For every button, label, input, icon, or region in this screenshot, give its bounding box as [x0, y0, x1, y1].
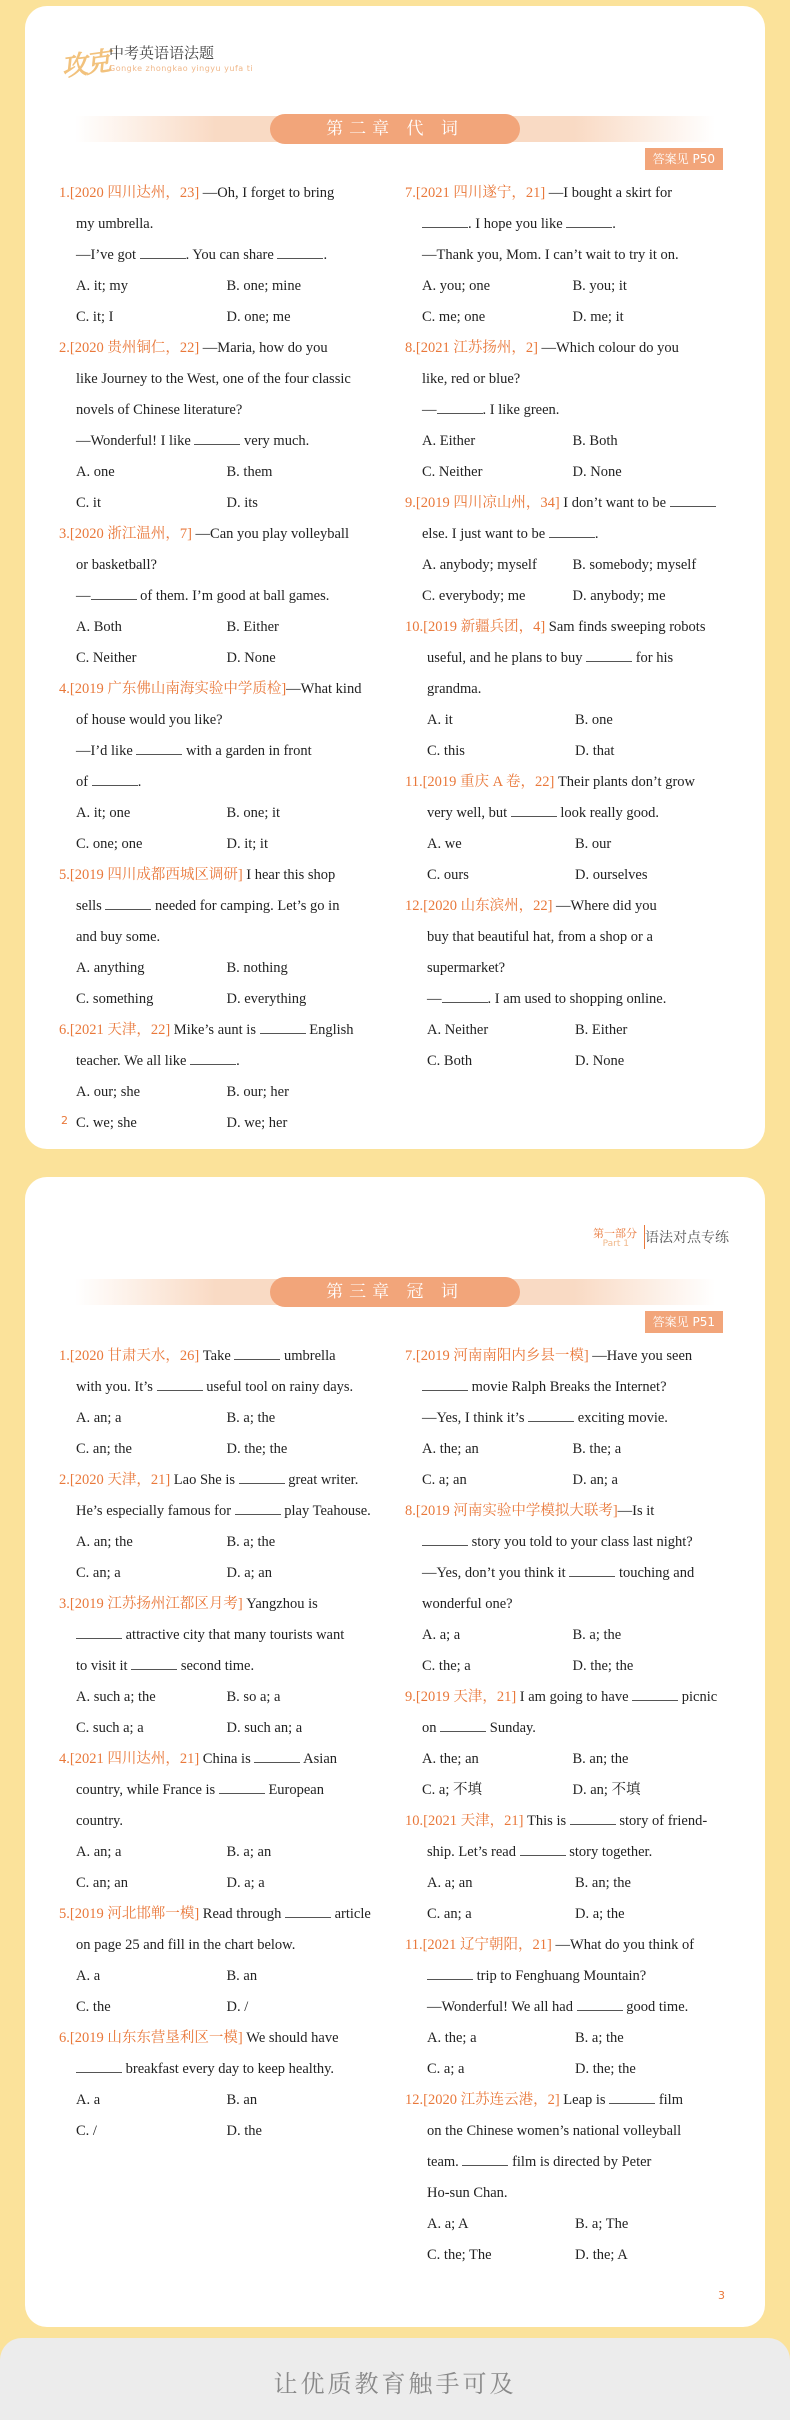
option[interactable]: C. it; I — [76, 309, 114, 325]
option[interactable]: B. a; the — [226, 1534, 276, 1550]
answer-blank[interactable] — [260, 1020, 306, 1034]
answer-options — [59, 457, 377, 519]
option[interactable]: C. an; an — [76, 1875, 128, 1891]
option[interactable]: D. one; me — [226, 309, 291, 325]
question: 1.[2020 甘肃天水，26] Take umbrella with you. It’s useful tool on rainy days. A. an; a B. a; the C. an; the D. the; the — [59, 1341, 377, 1465]
answer-options — [405, 2023, 723, 2085]
option[interactable]: D. we; her — [226, 1115, 288, 1131]
option[interactable]: A. a; an — [427, 1875, 473, 1891]
option[interactable]: C. it — [76, 495, 101, 511]
answer-blank[interactable] — [462, 2152, 508, 2166]
answer-blank[interactable] — [549, 524, 595, 538]
option[interactable]: D. that — [575, 743, 615, 759]
answer-blank[interactable] — [136, 741, 182, 755]
option[interactable]: D. the; the — [572, 1658, 634, 1674]
part-label-en: Part 1 — [602, 1239, 629, 1249]
answer-blank[interactable] — [422, 214, 468, 228]
question: 2.[2020 天津，21] Lao She is great writer. He’s especially famous for play Teahouse. A. an; the B. a; the C. an; a D. a; an — [59, 1465, 377, 1589]
option[interactable]: D. a; the — [575, 1906, 625, 1922]
option[interactable]: C. we; she — [76, 1115, 137, 1131]
option[interactable]: C. one; one — [76, 836, 143, 852]
answer-options — [405, 705, 723, 767]
chapter-banner — [75, 116, 715, 142]
option[interactable]: C. Neither — [76, 650, 137, 666]
answer-blank[interactable] — [239, 1470, 285, 1484]
option[interactable]: C. a; 不填 — [422, 1782, 483, 1798]
option[interactable]: A. it; my — [76, 278, 128, 294]
answer-options — [405, 1015, 723, 1077]
answer-options — [59, 1403, 377, 1465]
option[interactable]: A. a — [76, 2092, 101, 2108]
question: 12.[2020 山东滨州，22] —Where did you buy that beautiful hat, from a shop or a supermarket? — . I am used to shopping online. A. Neither B. Either C. Both D. None — [405, 891, 723, 1077]
option[interactable]: B. an — [226, 2092, 258, 2108]
answer-options — [59, 1682, 377, 1744]
question: 10.[2019 新疆兵团，4] Sam finds sweeping robots useful, and he plans to buy for his grandma. A. it B. one C. this D. that — [405, 612, 723, 767]
option[interactable]: C. an; a — [427, 1906, 472, 1922]
question: 3.[2019 江苏扬州江都区月考] Yangzhou is attractive city that many tourists want to visit it second time. A. such a; the B. so a; a C. such a; a D. such an; a — [59, 1589, 377, 1744]
answer-blank[interactable] — [440, 1718, 486, 1732]
question-column-right — [405, 178, 723, 1077]
question: 4.[2021 四川达州，21] China is Asian country, while France is European country. A. an; a B. a; an C. an; an D. a; a — [59, 1744, 377, 1899]
question: 2.[2020 贵州铜仁，22] —Maria, how do you like Journey to the West, one of the four classic novels of Chinese literature? —Wonderful! I like very much. A. one B. them C. it D. its — [59, 333, 377, 519]
question: 3.[2020 浙江温州，7] —Can you play volleyball or basketball? — of them. I’m good at ball games. A. Both B. Either C. Neither D. None — [59, 519, 377, 674]
chapter-title: 第二章 代 词 — [270, 114, 520, 144]
answer-blank[interactable] — [140, 245, 186, 259]
book-subtitle-pinyin: Gongke zhongkao yingyu yufa ti — [109, 64, 254, 73]
option[interactable]: D. me; it — [572, 309, 624, 325]
option[interactable]: D. everything — [226, 991, 307, 1007]
option[interactable]: C. a; an — [422, 1472, 467, 1488]
question: 6.[2019 山东东营垦利区一模] We should have breakfast every day to keep healthy. A. a B. an C. / D. the — [59, 2023, 377, 2147]
book-title: 中考英语语法题 — [109, 44, 215, 62]
option[interactable]: D. an; a — [572, 1472, 618, 1488]
option[interactable]: C. Neither — [422, 464, 483, 480]
question: 5.[2019 四川成都西城区调研] I hear this shop sells needed for camping. Let’s go in and buy some. A. anything B. nothing C. something D. everything — [59, 860, 377, 1015]
answer-options — [59, 1837, 377, 1899]
answer-blank[interactable] — [442, 989, 488, 1003]
option[interactable]: A. a — [76, 1968, 101, 1984]
chapter-banner — [75, 1279, 715, 1305]
option[interactable]: C. an; the — [76, 1441, 132, 1457]
answer-options — [405, 1434, 723, 1496]
workbook-page-3 — [25, 1177, 765, 2327]
option[interactable]: B. one; mine — [226, 278, 302, 294]
option[interactable]: B. so a; a — [226, 1689, 281, 1705]
option[interactable]: B. a; The — [575, 2216, 629, 2232]
answer-blank[interactable] — [105, 896, 151, 910]
option[interactable]: A. Both — [76, 619, 122, 635]
option[interactable]: B. Both — [572, 433, 618, 449]
answer-blank[interactable] — [586, 648, 632, 662]
part-title: 语法对点专练 — [645, 1230, 729, 1246]
answer-blank[interactable] — [528, 1408, 574, 1422]
question-column-right — [405, 1341, 723, 2271]
option[interactable]: B. an — [226, 1968, 258, 1984]
answer-options — [59, 798, 377, 860]
answer-blank[interactable] — [234, 1346, 280, 1360]
answer-reference-badge: 答案见 P50 — [645, 148, 723, 170]
option[interactable]: C. everybody; me — [422, 588, 526, 604]
footer-banner — [0, 2338, 790, 2420]
option[interactable]: A. Either — [422, 433, 476, 449]
option[interactable]: B. a; the — [572, 1627, 622, 1643]
option[interactable]: C. me; one — [422, 309, 486, 325]
option[interactable]: C. the; The — [427, 2247, 492, 2263]
option[interactable]: D. ourselves — [575, 867, 648, 883]
workbook-page-2 — [25, 6, 765, 1149]
answer-blank[interactable] — [285, 1904, 331, 1918]
option[interactable]: A. we — [427, 836, 462, 852]
answer-options — [405, 2209, 723, 2271]
option[interactable]: C. the; a — [422, 1658, 471, 1674]
option[interactable]: B. you; it — [572, 278, 627, 294]
option[interactable]: A. one — [76, 464, 115, 480]
option[interactable]: A. a; A — [427, 2216, 469, 2232]
answer-options — [405, 426, 723, 488]
question: 4.[2019 广东佛山南海实验中学质检]—What kind of house would you like? —I’d like with a garden in front of . A. it; one B. one; it C. one; one D. it; it — [59, 674, 377, 860]
option[interactable]: B. our — [575, 836, 612, 852]
answer-reference-badge: 答案见 P51 — [645, 1311, 723, 1333]
question: 1.[2020 四川达州，23] —Oh, I forget to bring my umbrella. —I’ve got . You can share . A. it; my B. one; mine C. it; I D. one; me — [59, 178, 377, 333]
answer-options — [405, 1620, 723, 1682]
answer-blank[interactable] — [569, 1563, 615, 1577]
option[interactable]: D. None — [572, 464, 622, 480]
chapter-title: 第三章 冠 词 — [270, 1277, 520, 1307]
option[interactable]: C. such a; a — [76, 1720, 144, 1736]
option[interactable]: B. somebody; myself — [572, 557, 697, 573]
option[interactable]: A. you; one — [422, 278, 491, 294]
option[interactable]: D. a; a — [226, 1875, 265, 1891]
option[interactable]: B. a; the — [575, 2030, 624, 2046]
answer-blank[interactable] — [157, 1377, 203, 1391]
option[interactable]: A. an; the — [76, 1534, 133, 1550]
option[interactable]: B. Either — [226, 619, 279, 635]
option[interactable]: B. a; an — [226, 1844, 272, 1860]
option[interactable]: D. the; A — [575, 2247, 628, 2263]
option[interactable]: D. None — [226, 650, 276, 666]
answer-options — [59, 1077, 377, 1139]
option[interactable]: C. ours — [427, 867, 469, 883]
option[interactable]: A. such a; the — [76, 1689, 156, 1705]
option[interactable]: C. the — [76, 1999, 111, 2015]
question: 11.[2021 辽宁朝阳，21] —What do you think of trip to Fenghuang Mountain? —Wonderful! We all had good time. A. the; a B. a; the C. a; a D. the; the — [405, 1930, 723, 2085]
option[interactable]: D. the; the — [575, 2061, 636, 2077]
option[interactable]: B. an; the — [572, 1751, 629, 1767]
answer-blank[interactable] — [76, 1625, 122, 1639]
answer-blank[interactable] — [190, 1051, 236, 1065]
option[interactable]: A. the; an — [422, 1751, 479, 1767]
page-number: 3 — [718, 2289, 725, 2302]
answer-options — [59, 612, 377, 674]
answer-blank[interactable] — [520, 1842, 566, 1856]
option[interactable]: A. the; a — [427, 2030, 477, 2046]
question: 8.[2019 河南实验中学模拟大联考]—Is it story you told to your class last night? —Yes, don’t you think it touching and wonderful one? A. a; a B. a; the C. the; a D. the; the — [405, 1496, 723, 1682]
answer-blank[interactable] — [422, 1532, 468, 1546]
option[interactable]: A. an; a — [76, 1844, 122, 1860]
answer-blank[interactable] — [194, 431, 240, 445]
answer-blank[interactable] — [235, 1501, 281, 1515]
question: 7.[2019 河南南阳内乡县一模] —Have you seen movie Ralph Breaks the Internet? —Yes, I think it’s exciting movie. A. the; an B. the; a C. a; an D. an; a — [405, 1341, 723, 1496]
answer-options — [405, 829, 723, 891]
answer-blank[interactable] — [632, 1687, 678, 1701]
option[interactable]: D. anybody; me — [572, 588, 666, 604]
option[interactable]: C. / — [76, 2123, 97, 2139]
answer-blank[interactable] — [670, 493, 716, 507]
option[interactable]: B. them — [226, 464, 273, 480]
answer-blank[interactable] — [577, 1997, 623, 2011]
brand-logo: 攻克 — [59, 46, 112, 84]
option[interactable]: C. something — [76, 991, 154, 1007]
answer-options — [405, 550, 723, 612]
page-number: 2 — [61, 1114, 68, 1127]
option[interactable]: B. an; the — [575, 1875, 631, 1891]
option[interactable]: A. the; an — [422, 1441, 479, 1457]
question: 6.[2021 天津，22] Mike’s aunt is English teacher. We all like . A. our; she B. our; her C. we; she D. we; her — [59, 1015, 377, 1139]
option[interactable]: A. it; one — [76, 805, 131, 821]
option[interactable]: B. nothing — [226, 960, 288, 976]
option[interactable]: D. a; an — [226, 1565, 272, 1581]
answer-options — [59, 271, 377, 333]
option[interactable]: D. None — [575, 1053, 625, 1069]
answer-blank[interactable] — [609, 2090, 655, 2104]
answer-blank[interactable] — [511, 803, 557, 817]
footer-slogan: 让优质教育触手可及 — [273, 2370, 517, 2398]
option[interactable]: D. an; 不填 — [572, 1782, 641, 1798]
option[interactable]: A. a; a — [422, 1627, 461, 1643]
option[interactable]: D. such an; a — [226, 1720, 303, 1736]
question: 12.[2020 江苏连云港，2] Leap is film on the Chinese women’s national volleyball team. film is directed by Peter Ho-sun Chan. A. a; A B. a; The C. the; The D. the; A — [405, 2085, 723, 2271]
question: 9.[2019 四川凉山州，34] I don’t want to be else. I just want to be . A. anybody; myself B. somebody; myself C. everybody; me D. anybody; me — [405, 488, 723, 612]
answer-options — [59, 2085, 377, 2147]
answer-options — [59, 1961, 377, 2023]
answer-blank[interactable] — [277, 245, 323, 259]
question: 5.[2019 河北邯郸一模] Read through article on page 25 and fill in the chart below. A. a B. an C. the D. / — [59, 1899, 377, 2023]
question-column-left — [59, 178, 377, 1139]
answer-options — [59, 953, 377, 1015]
option[interactable]: C. an; a — [76, 1565, 121, 1581]
option[interactable]: C. this — [427, 743, 465, 759]
part-label: 第一部分 — [593, 1227, 637, 1240]
option[interactable]: A. anything — [76, 960, 145, 976]
answer-blank[interactable] — [131, 1656, 177, 1670]
question: 9.[2019 天津，21] I am going to have picnic on Sunday. A. the; an B. an; the C. a; 不填 D. an; 不填 — [405, 1682, 723, 1806]
question: 10.[2021 天津，21] This is story of friend- ship. Let’s read story together. A. a; an B. an; the C. an; a D. a; the — [405, 1806, 723, 1930]
option[interactable]: A. anybody; myself — [422, 557, 537, 573]
option[interactable]: A. our; she — [76, 1084, 141, 1100]
question: 11.[2019 重庆 A 卷，22] Their plants don’t grow very well, but look really good. A. we B. our C. ours D. ourselves — [405, 767, 723, 891]
answer-blank[interactable] — [91, 586, 137, 600]
answer-blank[interactable] — [219, 1780, 265, 1794]
option[interactable]: A. it — [427, 712, 453, 728]
option[interactable]: C. a; a — [427, 2061, 465, 2077]
answer-options — [405, 1744, 723, 1806]
answer-options — [405, 271, 723, 333]
answer-blank[interactable] — [570, 1811, 616, 1825]
answer-blank[interactable] — [427, 1966, 473, 1980]
option[interactable]: D. / — [226, 1999, 249, 2015]
option[interactable]: D. it; it — [226, 836, 268, 852]
option[interactable]: A. Neither — [427, 1022, 489, 1038]
option[interactable]: B. one — [575, 712, 613, 728]
answer-blank[interactable] — [566, 214, 612, 228]
question-column-left — [59, 1341, 377, 2147]
answer-blank[interactable] — [92, 772, 138, 786]
option[interactable]: B. one; it — [226, 805, 281, 821]
book-brand — [61, 36, 321, 96]
option[interactable]: B. our; her — [226, 1084, 289, 1100]
answer-options — [59, 1527, 377, 1589]
option[interactable]: D. its — [226, 495, 258, 511]
option[interactable]: D. the — [226, 2123, 262, 2139]
answer-blank[interactable] — [422, 1377, 468, 1391]
answer-blank[interactable] — [76, 2059, 122, 2073]
question: 8.[2021 江苏扬州，2] —Which colour do you like, red or blue? — . I like green. A. Either B. Both C. Neither D. None — [405, 333, 723, 488]
answer-blank[interactable] — [437, 400, 483, 414]
option[interactable]: B. the; a — [572, 1441, 622, 1457]
option[interactable]: D. the; the — [226, 1441, 288, 1457]
option[interactable]: B. Either — [575, 1022, 628, 1038]
option[interactable]: B. a; the — [226, 1410, 276, 1426]
option[interactable]: C. Both — [427, 1053, 473, 1069]
question: 7.[2021 四川遂宁，21] —I bought a skirt for . I hope you like . —Thank you, Mom. I can’t wait to try it on. A. you; one B. you; it C. me; one D. me; it — [405, 178, 723, 333]
answer-options — [405, 1868, 723, 1930]
option[interactable]: A. an; a — [76, 1410, 122, 1426]
answer-blank[interactable] — [254, 1749, 300, 1763]
